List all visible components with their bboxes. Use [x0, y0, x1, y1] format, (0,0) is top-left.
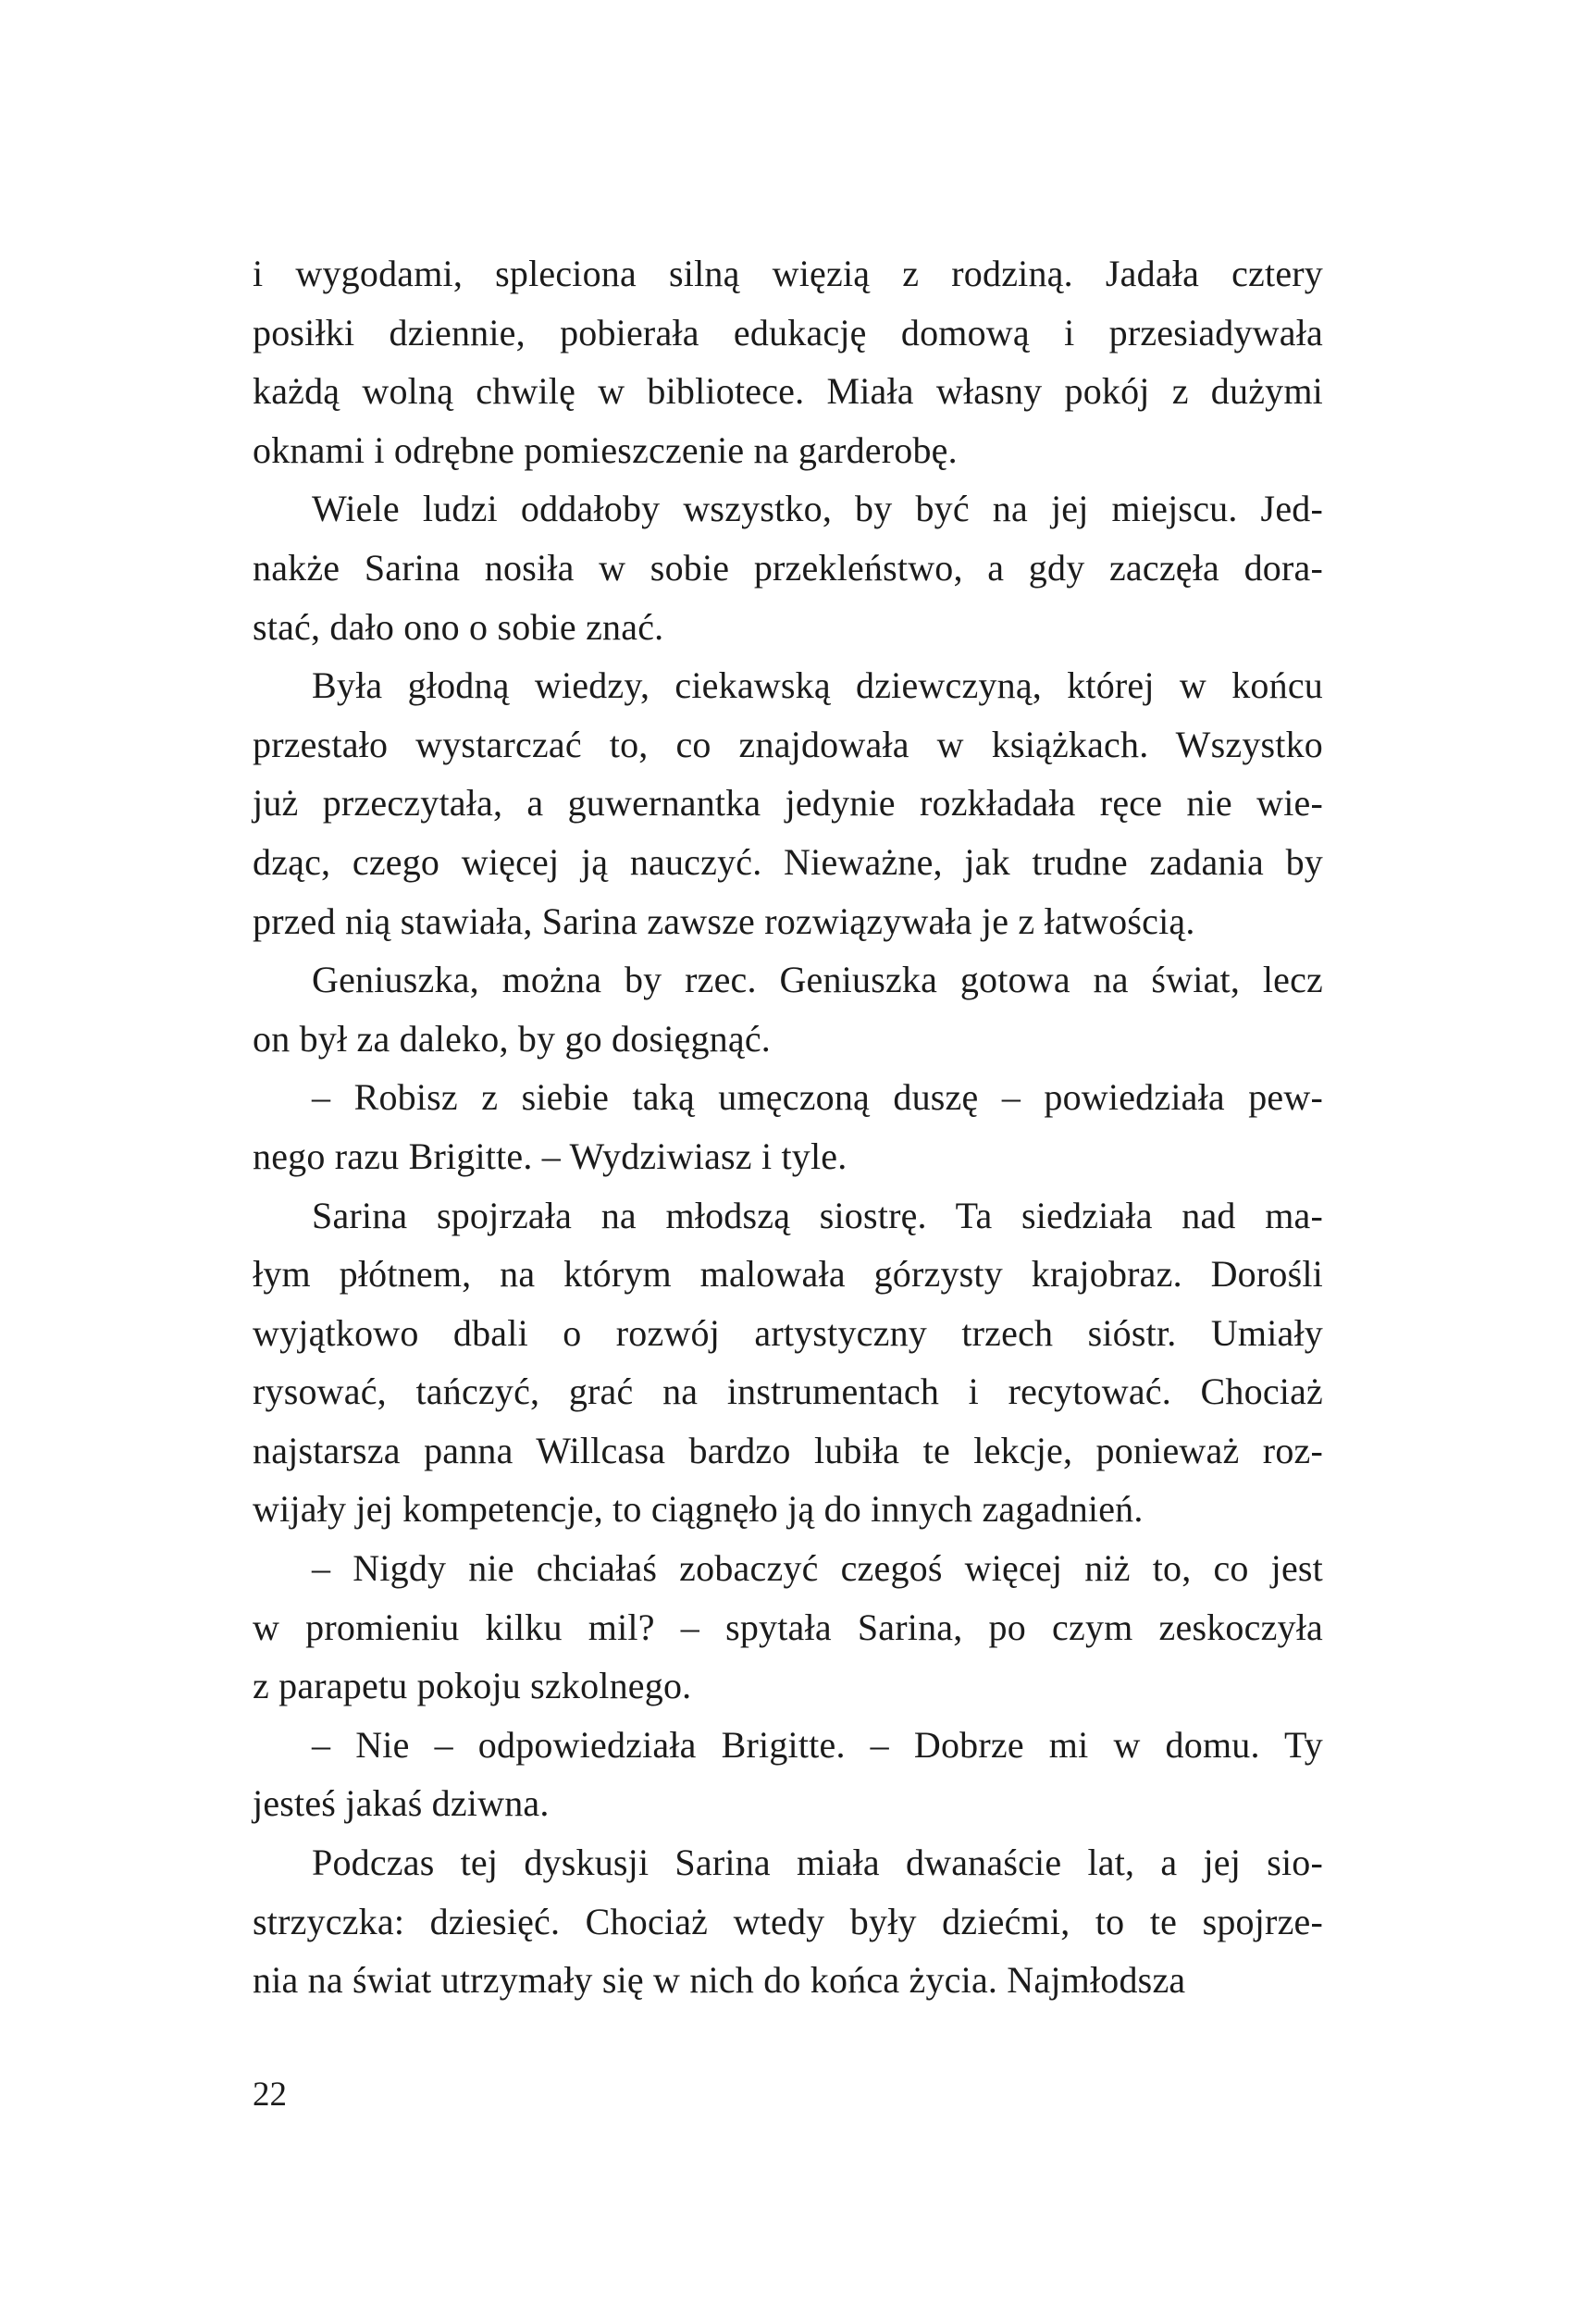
text-line: on był za daleko, by go dosięgnąć.: [253, 1017, 771, 1060]
text-line: nego razu Brigitte. – Wydziwiasz i tyle.: [253, 1135, 847, 1177]
text-line: strzyczka: dziesięć. Chociaż wtedy były dziećmi, to te spojrze-: [253, 1900, 1323, 1942]
text-line: nia na świat utrzymały się w nich do końca życia. Najmłodsza: [253, 1959, 1186, 2002]
text-line: i wygodami, spleciona silną więzią z rodziną. Jadała cztery: [253, 253, 1323, 294]
text-line: posiłki dziennie, pobierała edukację domową i przesiadywała: [253, 311, 1323, 353]
text-line: – Robisz z siebie taką umęczoną duszę – powiedziała pew-: [312, 1076, 1323, 1119]
text-line: stać, dało ono o sobie znać.: [253, 605, 664, 648]
text-line: Wiele ludzi oddałoby wszystko, by być na jej miejscu. Jed-: [312, 488, 1323, 530]
text-line: oknami i odrębne pomieszczenie na garderobę.: [253, 428, 958, 471]
text-line: z parapetu pokoju szkolnego.: [253, 1665, 692, 1707]
text-line: w promieniu kilku mil? – spytała Sarina, po czym zeskoczyła: [253, 1606, 1323, 1648]
text-line: Geniuszka, można by rzec. Geniuszka gotowa na świat, lecz: [312, 959, 1323, 1001]
text-line: najstarsza panna Willcasa bardzo lubiła te lekcje, ponieważ roz-: [253, 1429, 1323, 1471]
text-line: nakże Sarina nosiła w sobie przekleństwo, a gdy zaczęła dora-: [253, 546, 1323, 589]
text-line: już przeczytała, a guwernantka jedynie rozkładała ręce nie wie-: [253, 782, 1323, 825]
text-line: rysować, tańczyć, grać na instrumentach i recytować. Chociaż: [253, 1371, 1323, 1413]
body-text: [253, 244, 1323, 2010]
text-line: jesteś jakaś dziwna.: [253, 1782, 550, 1825]
text-line: dząc, czego więcej ją nauczyć. Nieważne, jak trudne zadania by: [253, 840, 1323, 883]
text-line: wijały jej kompetencje, to ciągnęło ją do innych zagadnień.: [253, 1488, 1144, 1531]
text-line: – Nie – odpowiedziała Brigitte. – Dobrze mi w domu. Ty: [312, 1723, 1323, 1766]
text-line: – Nigdy nie chciałaś zobaczyć czegoś więcej niż to, co jest: [312, 1547, 1323, 1590]
text-line: łym płótnem, na którym malowała górzysty krajobraz. Dorośli: [253, 1253, 1323, 1296]
text-line: Była głodną wiedzy, ciekawską dziewczyną, której w końcu: [312, 664, 1323, 707]
text-line: przed nią stawiała, Sarina zawsze rozwiązywała je z łatwością.: [253, 899, 1195, 942]
text-line: Podczas tej dyskusji Sarina miała dwanaście lat, a jej sio-: [312, 1842, 1323, 1884]
text-line: przestało wystarczać to, co znajdowała w książkach. Wszystko: [253, 723, 1323, 765]
page-number: 22: [253, 2076, 287, 2114]
text-line: Sarina spojrzała na młodszą siostrę. Ta siedziała nad ma-: [312, 1194, 1323, 1236]
text-line: wyjątkowo dbali o rozwój artystyczny trzech sióstr. Umiały: [253, 1311, 1323, 1354]
text-line: każdą wolną chwilę w bibliotece. Miała własny pokój z dużymi: [253, 370, 1323, 413]
